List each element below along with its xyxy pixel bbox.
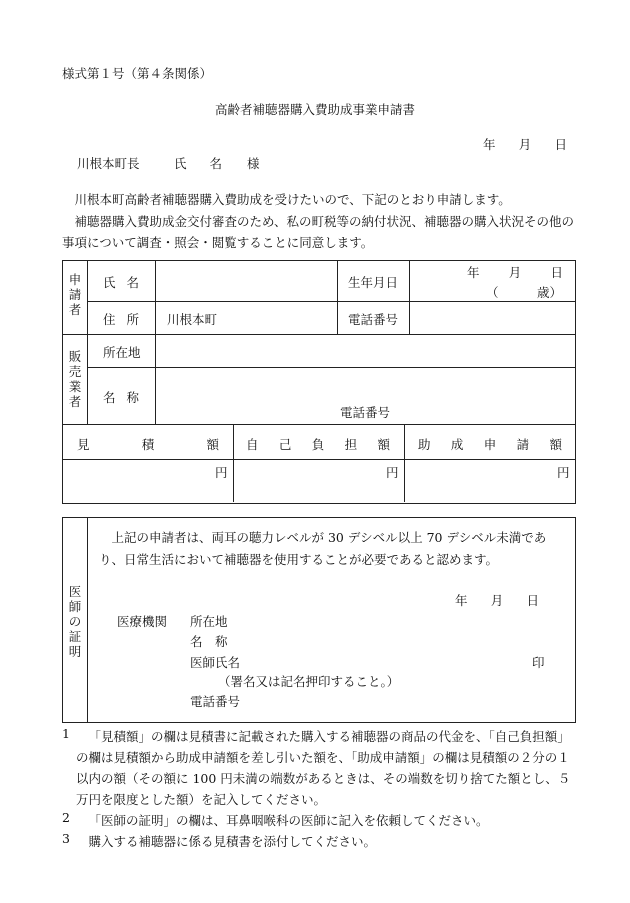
applicant-phone-field[interactable] xyxy=(410,302,574,334)
age-open-paren: （ xyxy=(486,285,499,300)
note-1: 「見積額」の欄は見積書に記載された購入する補聴器の商品の代金を、「自己負担額」の欄は見積額から助成申請額を差し引いた額を、「助成申請額」の欄は見積額の２分の１以内の額（その額に 100 円未満の端数があるときは、その端数を切り捨てた額とし、５万円を限度とした額）を記入してください。 xyxy=(76,729,571,807)
address-field[interactable]: 川根本町 xyxy=(167,312,218,327)
estimate-field[interactable] xyxy=(63,460,232,501)
subsidy-label: 助 成 申 請 額 xyxy=(418,437,562,452)
applicant-name-label: 氏 名 xyxy=(174,156,222,171)
applicant-address-label: 住 所 xyxy=(103,312,139,327)
note-number-3: 3 xyxy=(62,831,70,846)
age-label: 歳） xyxy=(537,285,563,300)
doctor-section-label: 医師の証明 xyxy=(68,584,82,659)
note-number-2: 2 xyxy=(62,810,70,825)
application-date xyxy=(483,135,567,153)
applicant-name-label: 氏 名 xyxy=(103,275,139,290)
applicant-name-field[interactable] xyxy=(156,261,336,301)
page-title: 高齢者補聴器購入費助成事業申請書 xyxy=(214,102,415,117)
note-number-1: 1 xyxy=(62,726,70,741)
self-pay-field[interactable] xyxy=(234,460,403,501)
certification-date: 年 月 日 xyxy=(455,593,539,608)
seller-section-label: 販売業者 xyxy=(68,349,82,409)
self-pay-unit: 円 xyxy=(386,465,399,480)
doctor-name-label: 医師氏名 xyxy=(190,655,241,670)
institution-location-label: 所在地 xyxy=(190,614,228,629)
subsidy-unit: 円 xyxy=(557,465,570,480)
note-2: 「医師の証明」の欄は、耳鼻咽喉科の医師に記入を依頼してください。 xyxy=(88,813,489,828)
doctor-statement: 上記の申請者は、両耳の聴力レベルが 30 デシベル以上 70 デシベル未満であり、日常生活において補聴器を使用することが必要であると認めます。 xyxy=(99,530,547,567)
seal-mark: 印 xyxy=(532,655,545,670)
applicant-phone-label: 電話番号 xyxy=(348,312,399,327)
seller-location-field[interactable] xyxy=(156,335,574,367)
subsidy-field[interactable] xyxy=(405,460,574,501)
honorific: 様 xyxy=(247,156,260,171)
seller-location-label: 所在地 xyxy=(103,345,141,360)
date-day: 日 xyxy=(554,137,567,152)
consent-statement: 補聴器購入費助成金交付審査のため、私の町税等の納付状況、補聴器の購入状況その他の事項について調査・照会・閲覧することに同意します。 xyxy=(62,214,575,250)
intro-statement: 川根本町高齢者補聴器購入費助成を受けたいので、下記のとおり申請します。 xyxy=(74,192,511,207)
seller-phone-label: 電話番号 xyxy=(340,405,391,420)
applicant-section-label: 申請者 xyxy=(68,272,82,317)
addressee: 川根本町長 xyxy=(77,156,140,171)
signature-note: （署名又は記名押印すること。） xyxy=(218,674,400,689)
dob-field[interactable]: 年 月 日 xyxy=(467,265,563,280)
date-year: 年 xyxy=(483,137,496,152)
estimate-label: 見 積 額 xyxy=(77,437,219,452)
doctor-phone-label: 電話番号 xyxy=(190,694,241,709)
note-3: 購入する補聴器に係る見積書を添付してください。 xyxy=(88,834,377,849)
estimate-unit: 円 xyxy=(215,465,228,480)
seller-name-label: 名 称 xyxy=(103,390,139,405)
institution-label: 医療機関 xyxy=(117,614,168,629)
self-pay-label: 自 己 負 担 額 xyxy=(246,437,390,452)
institution-name-label: 名 称 xyxy=(190,634,228,649)
dob-label: 生年月日 xyxy=(348,275,399,290)
form-number: 様式第１号（第４条関係） xyxy=(62,66,213,81)
date-month: 月 xyxy=(518,137,532,152)
